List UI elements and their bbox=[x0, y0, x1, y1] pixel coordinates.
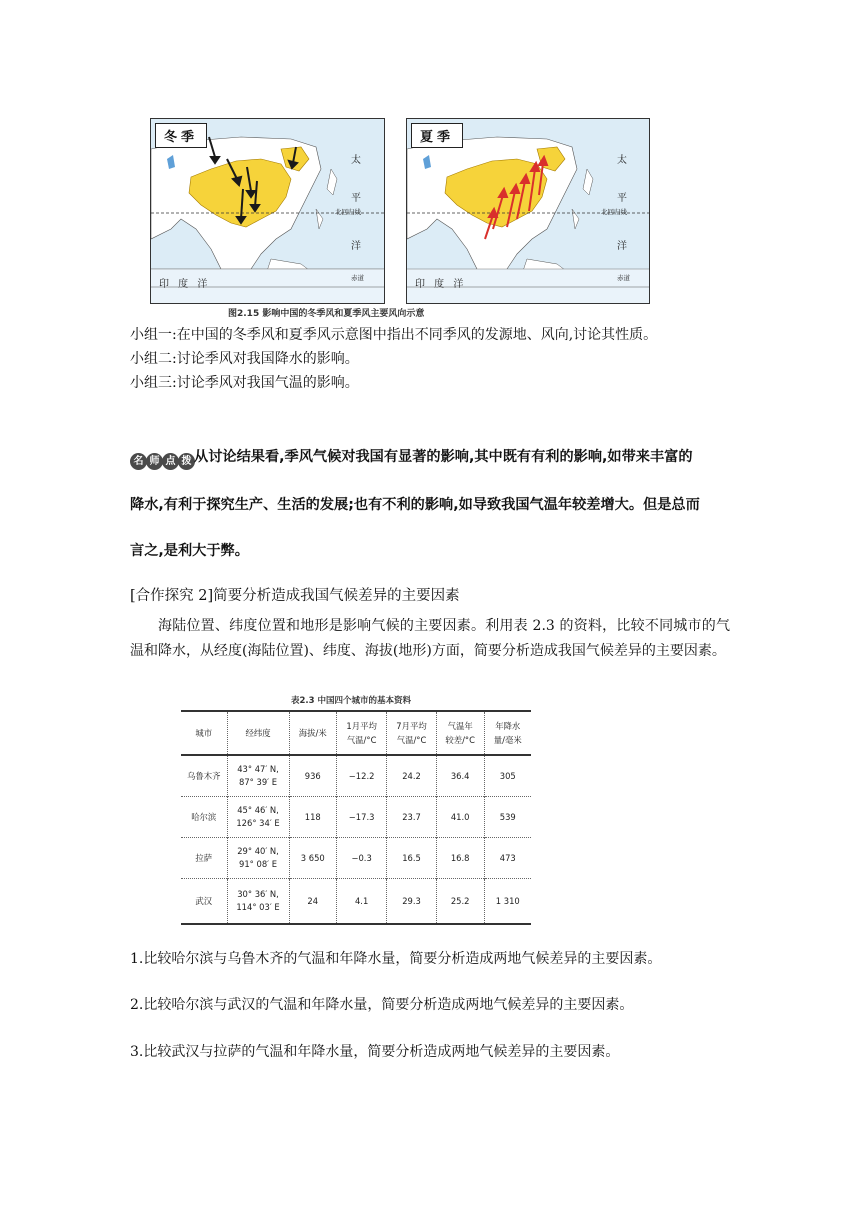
table-header: 年降水 量/毫米 bbox=[484, 711, 531, 755]
winter-label-tai: 太 bbox=[351, 155, 361, 166]
table-cell: 拉萨 bbox=[195, 852, 213, 863]
question-1: 1.比较哈尔滨与乌鲁木齐的气温和年降水量，简要分析造成两地气候差异的主要因素。 bbox=[130, 951, 662, 967]
section-paragraph: 海陆位置、纬度位置和地形是影响气候的主要因素。利用表 2.3 的资料，比较不同城市的气温和降水，从经度(海陆位置)、纬度、海拔(地形)方面，简要分析造成我国气候差异的主要因素。 bbox=[130, 618, 730, 659]
summer-monsoon-map bbox=[406, 118, 650, 304]
summer-label-yang: 洋 bbox=[617, 241, 627, 252]
section-heading: [合作探究 2]简要分析造成我国气候差异的主要因素 bbox=[130, 588, 460, 604]
table-cell: 24.2 bbox=[387, 755, 437, 796]
table-cell: −12.2 bbox=[336, 755, 386, 796]
table-cell: 305 bbox=[484, 755, 531, 796]
winter-label-tropic: 北回归线 bbox=[335, 208, 361, 216]
winter-label-equator: 赤道 bbox=[351, 274, 364, 282]
table-cell: 36.4 bbox=[436, 755, 484, 796]
winter-monsoon-map bbox=[150, 118, 385, 304]
table-header-row bbox=[181, 711, 531, 755]
table-row bbox=[181, 796, 531, 837]
group-task-2: 小组二:讨论季风对我国降水的影响。 bbox=[130, 351, 359, 367]
winter-label-indian-ocean: 印 度 洋 bbox=[159, 279, 211, 290]
table-cell: 30° 36′ N, 114° 03′ E bbox=[227, 878, 289, 924]
table-cell: 哈尔滨 bbox=[191, 811, 217, 822]
summer-label-ping: 平 bbox=[617, 193, 627, 204]
teacher-tips-badge bbox=[130, 452, 194, 470]
winter-label-ping: 平 bbox=[351, 193, 361, 204]
question-2: 2.比较哈尔滨与武汉的气温和年降水量，简要分析造成两地气候差异的主要因素。 bbox=[130, 997, 634, 1013]
table-cell: 29.3 bbox=[387, 878, 437, 924]
table-cell: 16.8 bbox=[436, 837, 484, 878]
table-caption: 表2.3 中国四个城市的基本资料 bbox=[291, 696, 412, 706]
badge-char: 点 bbox=[162, 453, 179, 470]
table-cell: 118 bbox=[289, 796, 336, 837]
summer-label-indian-ocean: 印 度 洋 bbox=[415, 279, 467, 290]
table-header: 经纬度 bbox=[227, 711, 289, 755]
table-cell: 936 bbox=[289, 755, 336, 796]
table-cell: 16.5 bbox=[387, 837, 437, 878]
table-cell: 45° 46′ N, 126° 34′ E bbox=[227, 796, 289, 837]
table-header: 7月平均 气温/°C bbox=[387, 711, 437, 755]
table-cell: 1 310 bbox=[484, 878, 531, 924]
teacher-tips-line-1 bbox=[130, 446, 693, 470]
winter-label-yang: 洋 bbox=[351, 241, 361, 252]
teacher-tips-text-3: 言之,是利大于弊。 bbox=[130, 543, 249, 559]
city-data-table bbox=[181, 710, 531, 925]
table-cell: 29° 40′ N, 91° 08′ E bbox=[227, 837, 289, 878]
summer-label-tai: 太 bbox=[617, 155, 627, 166]
table-header: 气温年 较差/°C bbox=[436, 711, 484, 755]
table-header: 海拔/米 bbox=[289, 711, 336, 755]
table-cell: 23.7 bbox=[387, 796, 437, 837]
badge-char: 师 bbox=[146, 453, 163, 470]
table-row bbox=[181, 878, 531, 924]
group-task-1: 小组一:在中国的冬季风和夏季风示意图中指出不同季风的发源地、风向,讨论其性质。 bbox=[130, 327, 658, 343]
table-cell: 43° 47′ N, 87° 39′ E bbox=[227, 755, 289, 796]
figure-caption: 图2.15 影响中国的冬季风和夏季风主要风向示意 bbox=[228, 309, 425, 319]
table-cell: 3 650 bbox=[289, 837, 336, 878]
table-cell: 25.2 bbox=[436, 878, 484, 924]
table-cell: 武汉 bbox=[195, 895, 213, 906]
teacher-tips-text-2: 降水,有利于探究生产、生活的发展;也有不利的影响,如导致我国气温年较差增大。但是总而 bbox=[130, 497, 700, 513]
monsoon-figure bbox=[150, 118, 650, 304]
winter-map-title: 冬季 bbox=[155, 123, 207, 148]
table-header: 城市 bbox=[195, 728, 213, 738]
badge-char: 拨 bbox=[178, 453, 195, 470]
summer-label-tropic: 北回归线 bbox=[601, 208, 627, 216]
summer-label-equator: 赤道 bbox=[617, 274, 630, 282]
group-task-3: 小组三:讨论季风对我国气温的影响。 bbox=[130, 375, 359, 391]
table-cell: 41.0 bbox=[436, 796, 484, 837]
table-cell: 乌鲁木齐 bbox=[187, 770, 221, 781]
badge-char: 名 bbox=[130, 453, 147, 470]
table-row bbox=[181, 755, 531, 796]
table-cell: 24 bbox=[289, 878, 336, 924]
table-row bbox=[181, 837, 531, 878]
question-3: 3.比较武汉与拉萨的气温和年降水量，简要分析造成两地气候差异的主要因素。 bbox=[130, 1044, 620, 1060]
table-cell: 473 bbox=[484, 837, 531, 878]
table-cell: −17.3 bbox=[336, 796, 386, 837]
table-cell: 539 bbox=[484, 796, 531, 837]
table-header: 1月平均 气温/°C bbox=[336, 711, 386, 755]
table-cell: −0.3 bbox=[336, 837, 386, 878]
teacher-tips-text-1: 从讨论结果看,季风气候对我国有显著的影响,其中既有有利的影响,如带来丰富的 bbox=[194, 449, 693, 465]
summer-map-title: 夏季 bbox=[411, 123, 463, 148]
table-cell: 4.1 bbox=[336, 878, 386, 924]
